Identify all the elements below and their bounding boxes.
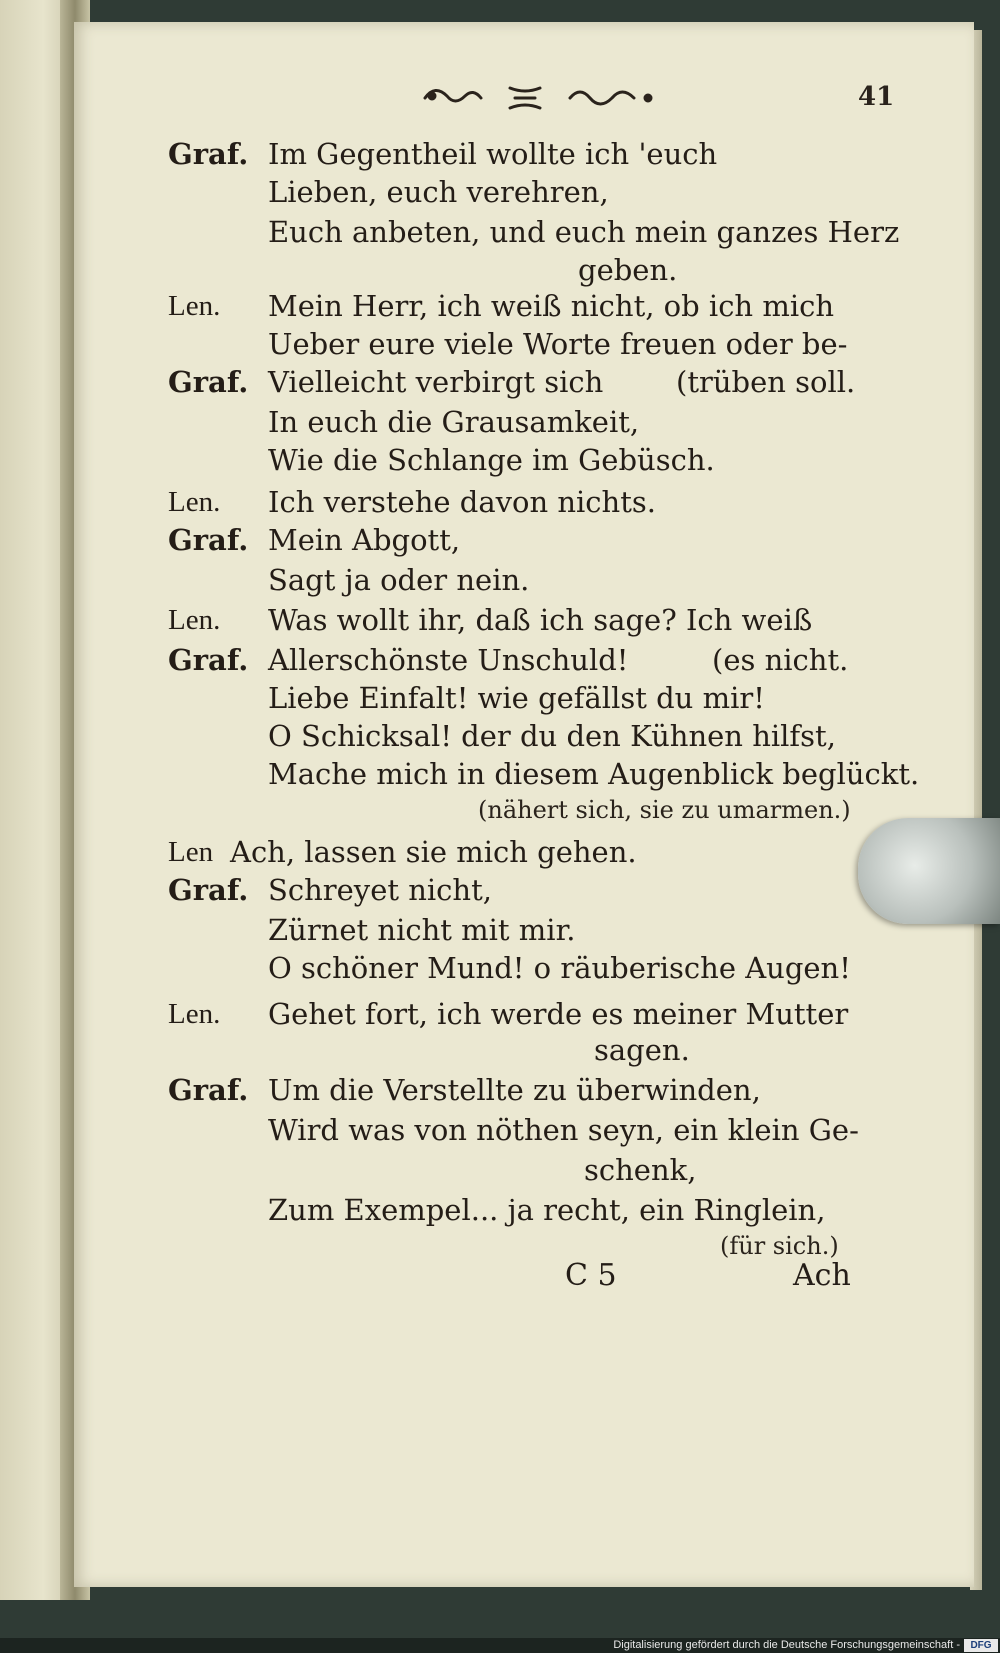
speaker-label: Len. — [168, 998, 221, 1030]
dialogue-line: Im Gegentheil wollte ich 'euch — [268, 137, 718, 171]
speaker-label: Len. — [168, 290, 221, 322]
dialogue-line: Mache mich in diesem Augenblick beglückt. — [268, 757, 920, 791]
dfg-logo: DFG — [964, 1639, 998, 1652]
dialogue-line: Schreyet nicht, — [268, 873, 492, 907]
dialogue-line: O Schicksal! der du den Kühnen hilfst, — [268, 719, 836, 753]
speaker-label: Len — [168, 836, 214, 868]
dialogue-line: In euch die Grausamkeit, — [268, 405, 640, 439]
dialogue-line: Liebe Einfalt! wie gefällst du mir! — [268, 681, 765, 715]
signature-mark: C 5 — [565, 1258, 617, 1293]
digitization-credit: Digitalisierung gefördert durch die Deutsche Forschungsgemeinschaft - — [613, 1639, 960, 1651]
dialogue-line: O schöner Mund! o räuberische Augen! — [268, 951, 851, 985]
catchword: Ach — [793, 1258, 851, 1293]
dialogue-line: Allerschönste Unschuld! — [268, 643, 629, 677]
speaker-label: Graf. — [168, 643, 249, 677]
dialogue-line: Euch anbeten, und euch mein ganzes Herz — [268, 215, 900, 249]
dialogue-line: Um die Verstellte zu überwinden, — [268, 1073, 761, 1107]
dialogue-line: Wie die Schlange im Gebüsch. — [268, 443, 715, 477]
line-continuation: (es nicht. — [712, 643, 849, 677]
page-number: 41 — [858, 82, 895, 112]
stage-direction: (nähert sich, sie zu umarmen.) — [478, 796, 851, 824]
dialogue-line: Ich verstehe davon nichts. — [268, 485, 656, 519]
dialogue-line: Ach, lassen sie mich gehen. — [230, 835, 637, 869]
dialogue-line: Lieben, euch verehren, — [268, 175, 609, 209]
page-clip — [858, 818, 1000, 924]
speaker-label: Graf. — [168, 1073, 249, 1107]
dialogue-line: Vielleicht verbirgt sich — [268, 365, 604, 399]
speaker-label: Graf. — [168, 365, 249, 399]
speaker-label: Graf. — [168, 523, 249, 557]
dialogue-line: Ueber eure viele Worte freuen oder be- — [268, 327, 848, 361]
dialogue-line: Wird was von nöthen seyn, ein klein Ge- — [268, 1113, 859, 1147]
speaker-label: Graf. — [168, 873, 249, 907]
dialogue-line: Zürnet nicht mit mir. — [268, 913, 576, 947]
speaker-label: Len. — [168, 604, 221, 636]
dialogue-line: Gehet fort, ich werde es meiner Mutter — [268, 997, 849, 1031]
dialogue-line: Sagt ja oder nein. — [268, 563, 530, 597]
dialogue-line: Mein Abgott, — [268, 523, 461, 557]
stage-direction: (für sich.) — [720, 1232, 839, 1260]
speaker-label: Len. — [168, 486, 221, 518]
dialogue-line: sagen. — [594, 1033, 690, 1067]
dialogue-line: geben. — [578, 253, 678, 287]
dialogue-line: Zum Exempel... ja recht, ein Ringlein, — [268, 1193, 826, 1227]
dialogue-line: Mein Herr, ich weiß nicht, ob ich mich — [268, 289, 835, 323]
line-continuation: (trüben soll. — [676, 365, 856, 399]
speaker-label: Graf. — [168, 137, 249, 171]
dialogue-line: schenk, — [584, 1153, 697, 1187]
dialogue-line: Was wollt ihr, daß ich sage? Ich weiß — [268, 603, 813, 637]
